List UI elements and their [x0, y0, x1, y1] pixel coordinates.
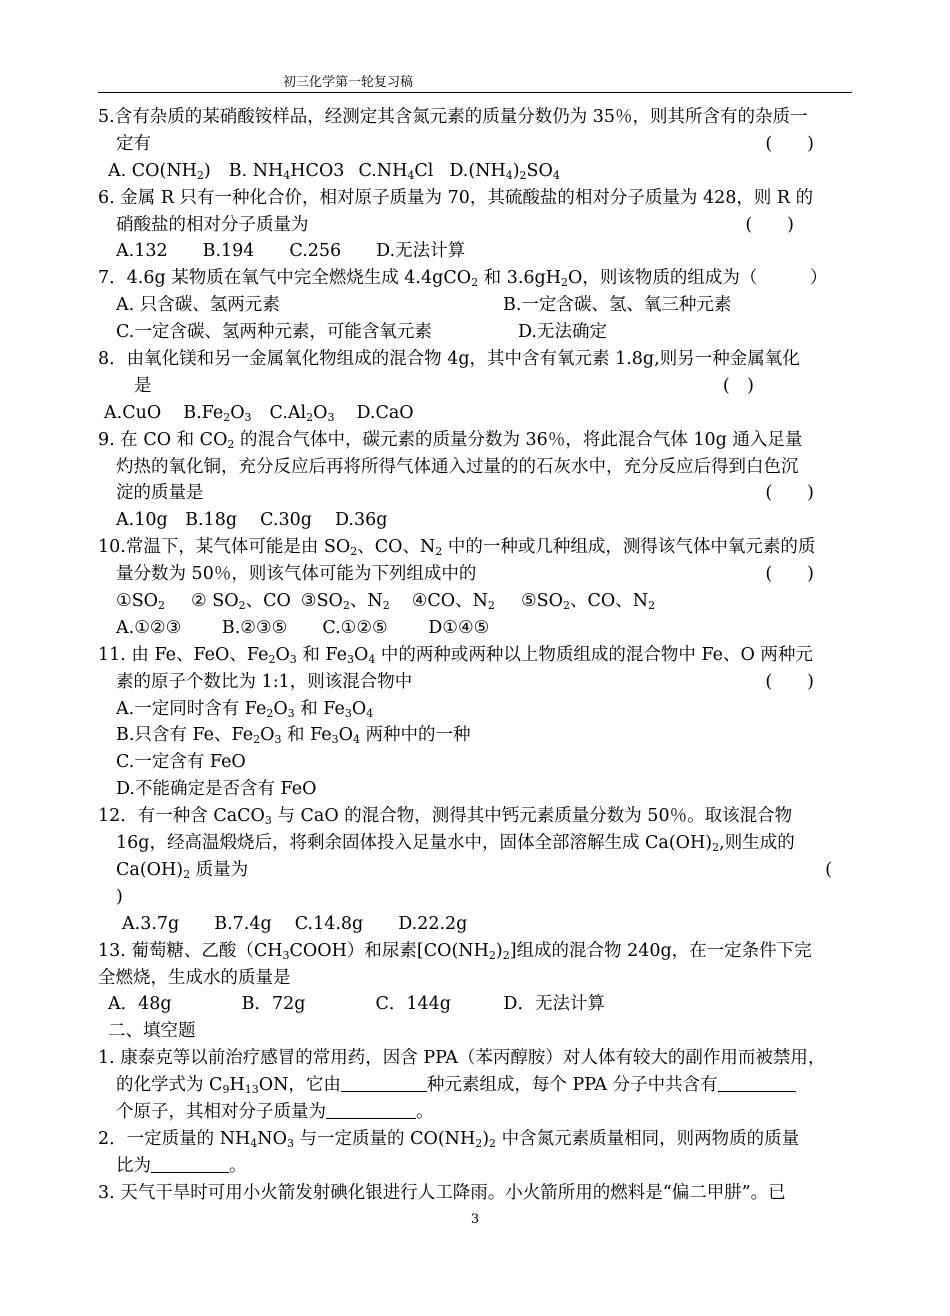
q8-opt-d: D.CaO — [356, 402, 414, 423]
q6-stem-text: 6. 金属 R 只有一种化合价，相对原子质量为 70，其硫酸盐的相对分子质量为 428，则 R 的 — [98, 187, 814, 208]
sub: 3 — [287, 706, 295, 720]
f1-line3 — [98, 1099, 854, 1126]
q11-opt-a-a: A.一定同时含有 Fe — [116, 698, 267, 719]
q5-stem — [98, 104, 854, 131]
q11-opt-b — [98, 722, 854, 749]
q11-opt-a-b: O — [273, 698, 288, 719]
q10-choice-2: ② SO — [191, 591, 239, 612]
sub: 4 — [505, 168, 513, 182]
sub: 2 — [475, 1136, 483, 1150]
sub: 2 — [712, 841, 720, 855]
page-header — [98, 68, 852, 93]
f2-stem — [98, 1126, 854, 1153]
sub: 2 — [238, 599, 246, 613]
answer-blank[interactable] — [718, 1073, 796, 1092]
q12-line2-b: ,则生成的 — [719, 833, 795, 854]
q12-stem — [98, 803, 854, 830]
sub: 3 — [331, 733, 339, 747]
q7-stem-b: 和 3.6gH — [478, 268, 561, 289]
answer-blank[interactable] — [326, 1100, 416, 1119]
q11-line2 — [98, 669, 854, 696]
q11-opt-b-d: O — [338, 725, 353, 746]
q5-opt-d3: SO — [526, 160, 553, 181]
sub: 4 — [352, 733, 360, 747]
q7-stem-a: 7．4.6g 某物质在氧气中完全燃烧生成 4.4gCO — [98, 268, 472, 289]
sub: 2 — [487, 599, 495, 613]
sub: 2 — [158, 599, 166, 613]
q12-line3 — [98, 857, 854, 884]
q11-opt-d — [98, 776, 854, 803]
q12-line3-a: Ca(OH) — [116, 859, 184, 880]
q11-stem-a: 11. 由 Fe、FeO、Fe — [98, 644, 269, 665]
sub: 4 — [407, 168, 415, 182]
header-title: 初三化学第一轮复习稿 — [283, 75, 414, 90]
f2-l2-b: 。 — [229, 1155, 247, 1176]
f3-stem-text: 3. 天气干旱时可用小火箭发射碘化银进行人工降雨。小火箭所用的燃料是“偏二甲肼”。已 — [98, 1182, 786, 1203]
sub: 9 — [222, 1083, 230, 1097]
q7-options-ab — [98, 292, 854, 319]
sub: 2 — [471, 276, 479, 290]
sub: 3 — [286, 1136, 294, 1150]
q7-opt-c: C.一定含碳、氢两种元素，可能含氧元素 — [116, 322, 432, 343]
q5-stem-cont — [98, 131, 854, 158]
sub: 3 — [346, 652, 354, 666]
f1-l2-c: ON，它由 — [258, 1075, 341, 1096]
q6-stem — [98, 185, 854, 212]
q11-stem-b: O — [275, 644, 290, 665]
sub: 2 — [266, 706, 274, 720]
q7-opt-b: B.一定含碳、氢、氧三种元素 — [503, 295, 732, 316]
q9-line2 — [98, 454, 854, 481]
q5-opt-b2: HCO3 — [290, 160, 345, 181]
q12-options — [98, 911, 854, 938]
q11-stem-e: 中的两种或两种以上物质组成的混合物中 Fe、O 两种元 — [375, 644, 813, 665]
q10-stem-a: 10.常温下，某气体可能是由 SO — [98, 537, 351, 558]
q6-options — [98, 238, 854, 265]
sub: 3 — [274, 733, 282, 747]
q11-opt-b-e: 两种中的一种 — [359, 725, 471, 746]
sub: 4 — [250, 1136, 258, 1150]
f1-l3-b: 。 — [416, 1101, 434, 1122]
q8-options — [98, 400, 854, 427]
q7-opt-d: D.无法确定 — [518, 322, 607, 343]
sub: 3 — [289, 652, 297, 666]
sub: 4 — [552, 168, 560, 182]
q11-line2-text: 素的原子个数比为 1:1，则该混合物中 — [116, 671, 413, 692]
q9-stem — [98, 427, 854, 454]
sub: 3 — [244, 410, 252, 424]
sub: 2 — [519, 168, 527, 182]
q6-stem2: 硝酸盐的相对分子质量为 — [116, 214, 309, 235]
q8-paren: ( ) — [722, 375, 754, 396]
sub: 3 — [344, 706, 352, 720]
q5-opt-b: B. NH — [228, 160, 284, 181]
q8-stem — [98, 346, 854, 373]
sub: 2 — [268, 652, 276, 666]
f2-l2-a: 比为 — [116, 1155, 151, 1176]
f1-stem — [98, 1045, 854, 1072]
q11-opt-a-d: O — [351, 698, 367, 719]
sub: 3 — [282, 948, 290, 962]
q8-opt-b2: O — [230, 402, 245, 423]
f2-stem-c: 与一定质量的 CO(NH — [293, 1128, 476, 1149]
f2-stem-a: 2．一定质量的 NH — [98, 1128, 251, 1149]
sub: 2 — [563, 599, 570, 613]
q13-stem-c: ) — [495, 940, 503, 961]
q8-opt-a: A.CuO — [104, 402, 162, 423]
f1-l2-d: 种元素组成，每个 PPA 分子中共含有 — [426, 1075, 718, 1096]
q8-opt-b: B.Fe — [183, 402, 224, 423]
q6-paren: ( ) — [745, 214, 794, 235]
sub: 2 — [435, 545, 443, 559]
q8-opt-c2: O — [313, 402, 328, 423]
q12-options-text: A.3.7g B.7.4g C.14.8g D.22.2g — [122, 913, 468, 934]
q10-options-text: A.①②③ B.②③⑤ C.①②⑤ D①④⑤ — [116, 617, 490, 638]
q10-choice-3b: 、N — [349, 591, 383, 612]
q12-line2-a: 16g，经高温煅烧后，将剩余固体投入足量水中，固体全部溶解生成 Ca(OH) — [116, 833, 713, 854]
q10-choice-3: ③SO — [300, 591, 343, 612]
q9-line3 — [98, 480, 854, 507]
q8-stem-cont — [98, 373, 854, 400]
q10-choice-2b: 、CO — [245, 591, 291, 612]
q5-opt-c: C.NH — [358, 160, 408, 181]
q11-paren: ( ) — [765, 671, 814, 692]
f1-stem-text: 1. 康泰克等以前治疗感冒的常用药，因含 PPA（苯丙醇胺）对人体有较大的副作用而被禁用， — [98, 1048, 826, 1069]
sub: 2 — [560, 276, 568, 290]
q10-line2-text: 量分数为 50％，则该气体可能为下列组成中的 — [116, 564, 477, 585]
q9-options-text: A.10g B.18g C.30g D.36g — [116, 510, 388, 531]
f2-stem-e: 中含氮元素质量相同，则两物质的质量 — [496, 1128, 800, 1149]
q11-stem-c: 和 Fe — [296, 644, 347, 665]
q7-stem-c: O，则该物质的组成为（ ） — [567, 268, 828, 289]
sub: 2 — [196, 168, 204, 182]
q10-options — [98, 615, 854, 642]
q10-stem-b: 、CO、N — [357, 537, 436, 558]
sub: 3 — [327, 410, 335, 424]
section-heading — [98, 1018, 854, 1045]
q11-stem — [98, 642, 854, 669]
q12-stem-a: 12．有一种含 CaCO — [98, 806, 265, 827]
sub: 2 — [223, 410, 231, 424]
section-title: 二、填空题 — [108, 1021, 196, 1042]
q9-line3-text: 淀的质量是 — [116, 483, 204, 504]
q13-options-text: A．48g B．72g C．144g D．无法计算 — [108, 994, 605, 1015]
q11-opt-a-c: 和 Fe — [294, 698, 345, 719]
answer-blank[interactable] — [341, 1073, 427, 1092]
q13-options — [98, 991, 854, 1018]
f2-line2 — [98, 1153, 854, 1180]
q5-opt-d: D.(NH — [449, 160, 506, 181]
q7-opt-a: A. 只含碳、氢两元素 — [116, 295, 280, 316]
f1-line2 — [98, 1072, 854, 1099]
q10-stem-c: 中的一种或几种组成，测得该气体中氧元素的质 — [442, 537, 816, 558]
sub: 2 — [382, 599, 390, 613]
q8-stem2: 是 — [134, 375, 152, 396]
q5-opt-d2: ) — [512, 160, 520, 181]
q12-stem-b: 与 CaO 的混合物，测得其中钙元素质量分数为 50％。取该混合物 — [271, 806, 793, 827]
q11-opt-a — [98, 696, 854, 723]
sub: 2 — [306, 410, 314, 424]
q13-stem-a: 13. 葡萄糖、乙酸（CH — [98, 940, 283, 961]
q12-paren-open: ( — [825, 859, 832, 880]
q9-stem-b: 的混合气体中，碳元素的质量分数为 36％，将此混合气体 10g 通入足量 — [234, 429, 803, 450]
q10-paren: ( ) — [765, 564, 814, 585]
f1-l2-b: H — [229, 1075, 245, 1096]
q8-opt-c: C.Al — [269, 402, 307, 423]
q10-line2 — [98, 561, 854, 588]
q12-line4 — [98, 884, 854, 911]
sub: 2 — [648, 599, 656, 613]
q6-stem-cont — [98, 212, 854, 239]
f1-l2-a: 的化学式为 C — [116, 1075, 223, 1096]
q11-opt-b-b: O — [260, 725, 275, 746]
q9-options — [98, 507, 854, 534]
q5-options — [98, 158, 854, 185]
q13-stem — [98, 938, 854, 965]
q13-stem-b: COOH）和尿素[CO(NH — [289, 940, 489, 961]
sub: 3 — [264, 814, 272, 828]
q11-opt-b-c: 和 Fe — [281, 725, 332, 746]
sub: 4 — [366, 706, 374, 720]
q10-choices — [98, 588, 854, 615]
q10-stem — [98, 534, 854, 561]
q11-stem-d: O — [353, 644, 369, 665]
q6-options-text: A.132 B.194 C.256 D.无法计算 — [116, 241, 466, 262]
q13-stem-d: ]组成的混合物 240g，在一定条件下完 — [509, 940, 812, 961]
sub: 4 — [368, 652, 376, 666]
q7-stem — [98, 265, 854, 292]
q11-opt-d-text: D.不能确定是否含有 FeO — [116, 779, 317, 800]
q7-options-cd — [98, 319, 854, 346]
sub: 2 — [350, 545, 358, 559]
q9-stem-a: 9. 在 CO 和 CO — [98, 429, 228, 450]
sub: 2 — [342, 599, 350, 613]
f2-stem-b: NO — [257, 1128, 287, 1149]
page-content — [98, 104, 854, 1207]
q10-choice-5b: 、CO、N — [570, 591, 649, 612]
page-number: 3 — [470, 1212, 480, 1227]
sub: 4 — [283, 168, 291, 182]
f3-stem — [98, 1180, 854, 1207]
sub: 2 — [253, 733, 261, 747]
q9-line2-text: 灼热的氧化铜，充分反应后再将所得气体通入过量的的石灰水中，充分反应后得到白色沉 — [116, 456, 799, 477]
answer-blank[interactable] — [151, 1154, 229, 1173]
q10-choice-5: ⑤SO — [520, 591, 563, 612]
q12-paren-close: ) — [116, 886, 123, 907]
q12-line3-b: 质量为 — [190, 859, 249, 880]
q5-paren: ( ) — [765, 133, 814, 154]
sub: 2 — [488, 948, 496, 962]
sub: 2 — [502, 948, 510, 962]
q5-stem2: 定有 — [116, 133, 151, 154]
sub: 2 — [227, 437, 235, 451]
q5-opt-a2: ) — [203, 160, 211, 181]
q5-opt-a: A. CO(NH — [108, 160, 197, 181]
q10-choice-4: ④CO、N — [411, 591, 488, 612]
f1-l3-a: 个原子，其相对分子质量为 — [116, 1101, 326, 1122]
q11-opt-c-text: C.一定含有 FeO — [116, 752, 246, 773]
q9-paren: ( ) — [765, 483, 814, 504]
q10-choice-1: ①SO — [116, 591, 159, 612]
sub: 13 — [244, 1083, 259, 1097]
q13-line2 — [98, 965, 854, 992]
q5-opt-c2: Cl — [414, 160, 434, 181]
sub: 2 — [183, 867, 191, 881]
f2-stem-d: ) — [482, 1128, 490, 1149]
q11-opt-b-a: B.只含有 Fe、Fe — [116, 725, 254, 746]
q13-line2-text: 全燃烧，生成水的质量是 — [98, 967, 291, 988]
q11-opt-c — [98, 749, 854, 776]
q8-stem-text: 8．由氧化镁和另一金属氧化物组成的混合物 4g，其中含有氧元素 1.8g,则另一种金属氧化 — [98, 349, 800, 370]
sub: 2 — [489, 1136, 497, 1150]
q12-line2 — [98, 830, 854, 857]
q5-stem-text: 5.含有杂质的某硝酸铵样品，经测定其含氮元素的质量分数仍为 35％，则其所含有的杂质一 — [98, 107, 808, 127]
